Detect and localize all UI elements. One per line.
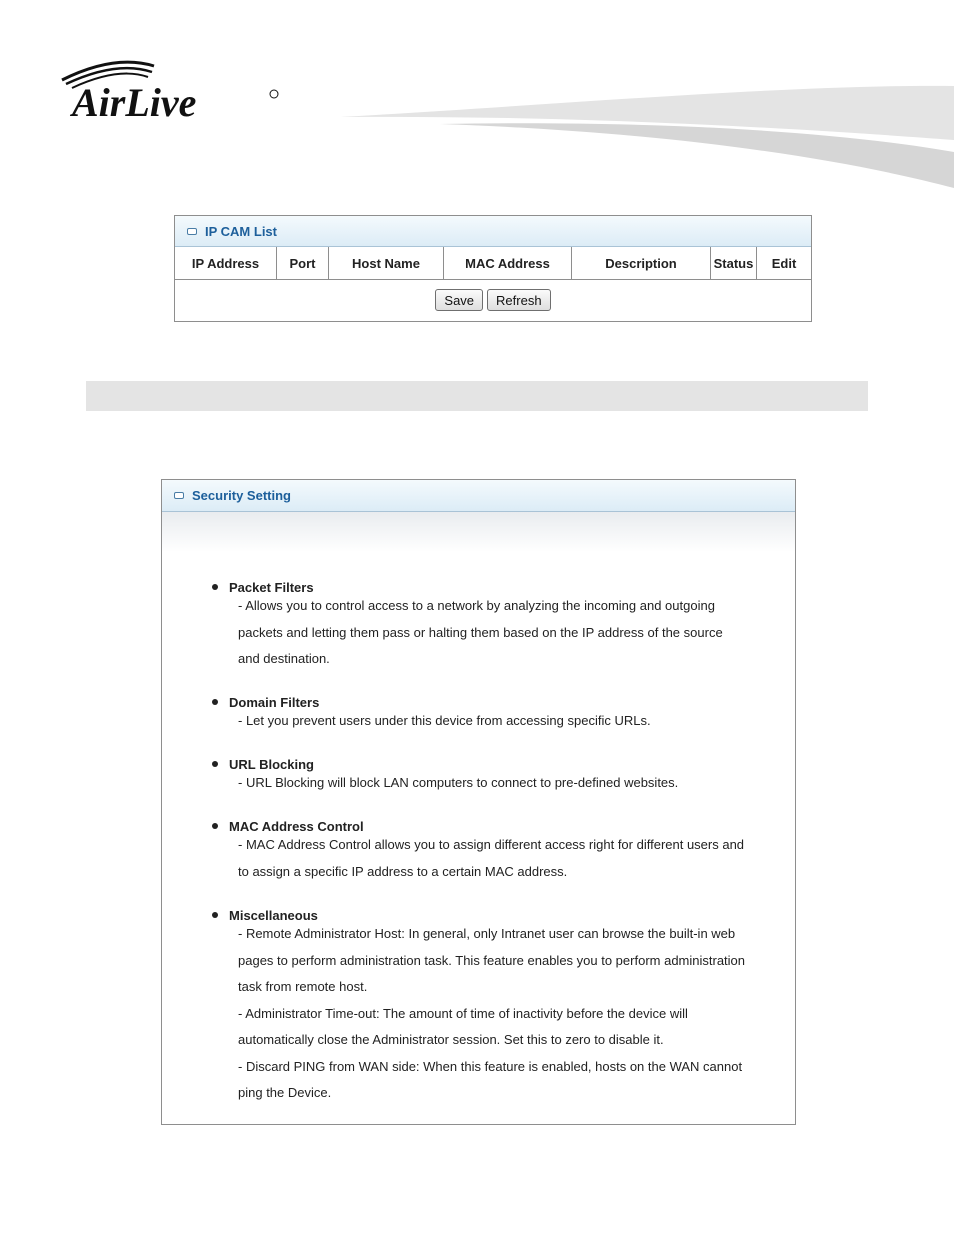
col-port: Port xyxy=(277,247,329,280)
bullet-icon xyxy=(212,699,218,705)
section-divider-bar xyxy=(86,381,868,411)
security-setting-panel xyxy=(161,479,796,1125)
desc-line: task from remote host. xyxy=(238,979,368,994)
desc-line: - Allows you to control access to a network by analyzing the incoming and outgoing xyxy=(238,598,715,613)
desc-line: pages to perform administration task. This feature enables you to perform administration xyxy=(238,952,746,968)
item-description xyxy=(238,593,723,673)
col-description: Description xyxy=(572,247,711,280)
desc-line: - Discard PING from WAN side: When this feature is enabled, hosts on the WAN cannot xyxy=(238,1058,743,1074)
desc-line: - MAC Address Control allows you to assign different access right for different users and xyxy=(238,837,745,852)
desc-line: to assign a specific IP address to a certain MAC address. xyxy=(238,863,568,879)
save-button[interactable]: Save xyxy=(435,289,483,311)
desc-line: - Administrator Time-out: The amount of time of inactivity before the device will xyxy=(238,1005,688,1021)
desc-line: automatically close the Administrator session. Set this to zero to disable it. xyxy=(238,1032,664,1047)
header-bullet-icon xyxy=(174,492,184,499)
item-title: MAC Address Control xyxy=(229,819,364,834)
item-title: Domain Filters xyxy=(229,695,320,710)
ip-cam-table xyxy=(175,247,811,280)
logo-wordmark: AirLive xyxy=(72,80,197,122)
col-edit: Edit xyxy=(757,247,812,280)
airlive-logo xyxy=(58,60,288,122)
desc-line: packets and letting them pass or halting them based on the IP address of the source xyxy=(238,624,723,640)
bullet-icon xyxy=(212,761,218,767)
desc-line: and destination. xyxy=(238,651,330,666)
item-title: URL Blocking xyxy=(229,757,314,772)
item-title: Miscellaneous xyxy=(229,908,318,923)
col-host-name: Host Name xyxy=(329,247,444,280)
desc-line: - URL Blocking will block LAN computers to connect to pre-defined websites. xyxy=(238,775,679,790)
col-status: Status xyxy=(711,247,757,280)
bullet-icon xyxy=(212,912,218,918)
security-setting-title: Security Setting xyxy=(192,488,291,503)
col-mac-address: MAC Address xyxy=(444,247,572,280)
refresh-button[interactable]: Refresh xyxy=(487,289,551,311)
ip-cam-list-panel xyxy=(174,215,812,322)
item-description xyxy=(238,770,678,797)
bullet-icon xyxy=(212,584,218,590)
item-title: Packet Filters xyxy=(229,580,314,595)
header-bullet-icon xyxy=(187,228,197,235)
item-description xyxy=(238,832,744,885)
item-description xyxy=(238,921,745,1107)
item-description xyxy=(238,708,651,735)
ip-cam-button-row xyxy=(175,280,811,320)
ip-cam-list-header xyxy=(175,216,811,247)
desc-line: - Let you prevent users under this device from accessing specific URLs. xyxy=(238,713,651,728)
desc-line: ping the Device. xyxy=(238,1085,332,1100)
security-setting-header xyxy=(162,480,795,512)
security-setting-body xyxy=(162,512,795,1124)
ip-cam-list-title: IP CAM List xyxy=(205,223,277,239)
desc-line: - Remote Administrator Host: In general, only Intranet user can browse the built-in web xyxy=(238,926,736,941)
header-swoosh xyxy=(340,80,954,195)
col-ip-address: IP Address xyxy=(175,247,277,280)
bullet-icon xyxy=(212,823,218,829)
